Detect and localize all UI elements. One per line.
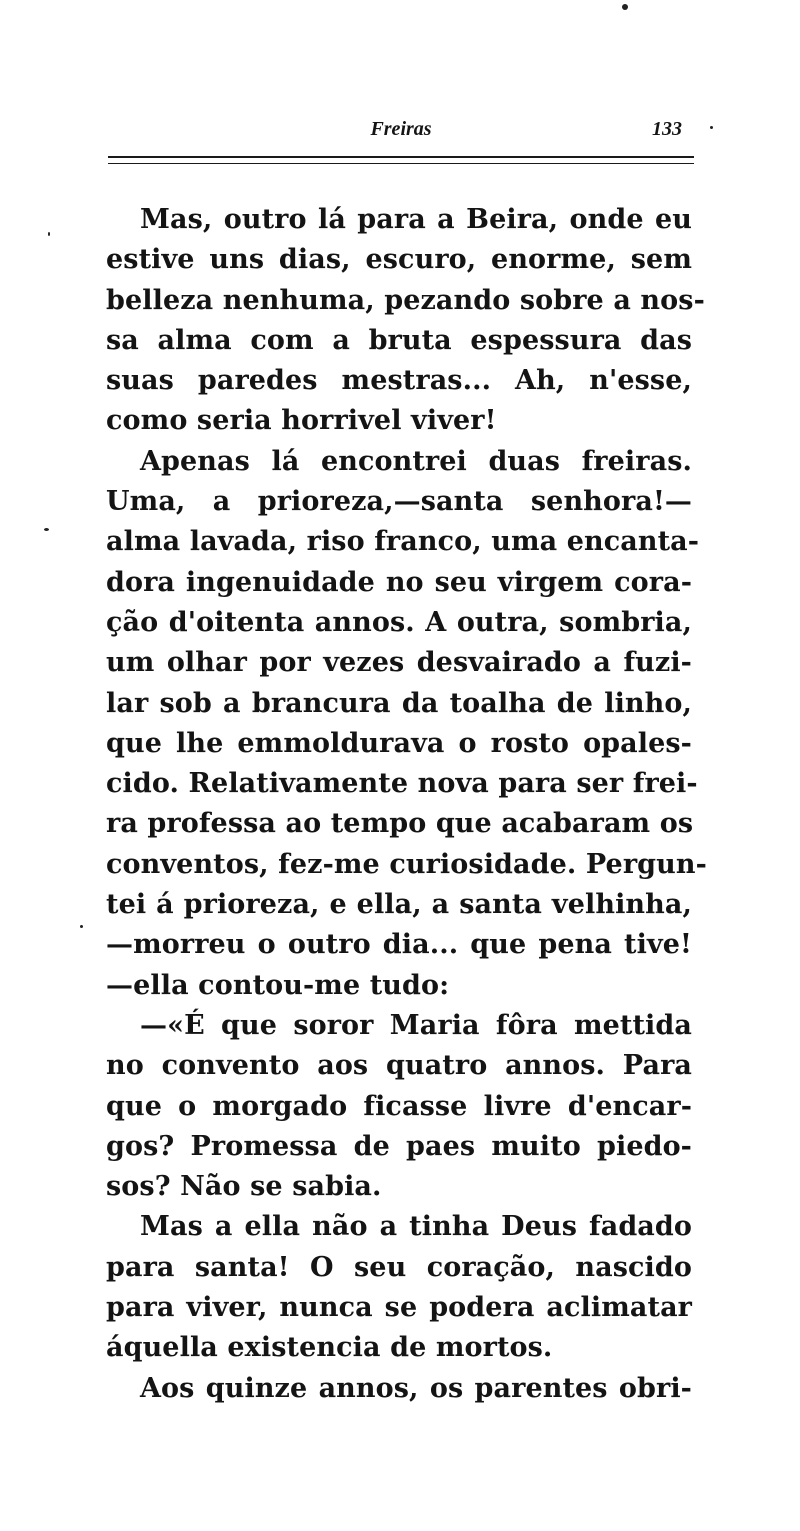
text-line: para santa! O seu coração, nascido <box>106 1251 692 1283</box>
text-line: sos? Não se sabia. <box>106 1171 382 1203</box>
text-line: Apenas lá encontrei duas freiras. <box>140 445 692 477</box>
scan-speck <box>622 4 628 10</box>
text-line: belleza nenhuma, pezando sobre a nos- <box>106 284 705 316</box>
text-line: ra professa ao tempo que acabaram os <box>106 808 694 840</box>
header-rule-bottom <box>108 163 694 164</box>
body-text <box>106 200 707 1409</box>
scan-speck <box>710 126 713 129</box>
text-line: alma lavada, riso franco, uma encanta- <box>106 526 700 558</box>
text-line: suas paredes mestras... Ah, n'esse, <box>106 365 692 397</box>
text-line: lar sob a brancura da toalha de linho, <box>106 687 692 719</box>
text-line: gos? Promessa de paes muito piedo- <box>106 1130 692 1162</box>
text-line: Mas a ella não a tinha Deus fadado <box>140 1211 692 1243</box>
text-line: Uma, a prioreza,—santa senhora!— <box>106 486 692 518</box>
text-line: tei á prioreza, e ella, a santa velhinha, <box>106 889 692 921</box>
text-line: um olhar por vezes desvairado a fuzi- <box>106 647 692 679</box>
text-line: que o morgado ficasse livre d'encar- <box>106 1090 692 1122</box>
header-rule-top <box>108 156 694 158</box>
text-line: ção d'oitenta annos. A outra, sombria, <box>106 606 692 638</box>
text-line: estive uns dias, escuro, enorme, sem <box>106 244 692 276</box>
page-number: 133 <box>652 118 682 140</box>
text-line: —ella contou-me tudo: <box>106 969 450 1001</box>
running-title: Freiras <box>370 118 432 140</box>
text-line: conventos, fez-me curiosidade. Pergun- <box>106 848 707 880</box>
scan-speck <box>44 528 49 531</box>
text-line: cido. Relativamente nova para ser frei- <box>106 768 698 800</box>
text-line: dora ingenuidade no seu virgem cora- <box>106 566 692 598</box>
text-line: —«É que soror Maria fôra mettida <box>140 1009 692 1041</box>
text-line: sa alma com a bruta espessura das <box>106 324 692 356</box>
text-line: —morreu o outro dia... que pena tive! <box>106 929 692 961</box>
text-line: para viver, nunca se podera aclimatar <box>106 1292 692 1324</box>
scan-speck <box>48 232 50 236</box>
text-line: áquella existencia de mortos. <box>106 1332 553 1364</box>
text-line: como seria horrivel viver! <box>106 405 497 437</box>
scan-speck <box>80 925 83 928</box>
text-line: no convento aos quatro annos. Para <box>106 1050 692 1082</box>
text-line: Aos quinze annos, os parentes obri- <box>140 1372 692 1404</box>
page-header <box>108 112 694 152</box>
text-line: Mas, outro lá para a Beira, onde eu <box>140 204 692 235</box>
text-line: que lhe emmoldurava o rosto opales- <box>106 727 692 759</box>
